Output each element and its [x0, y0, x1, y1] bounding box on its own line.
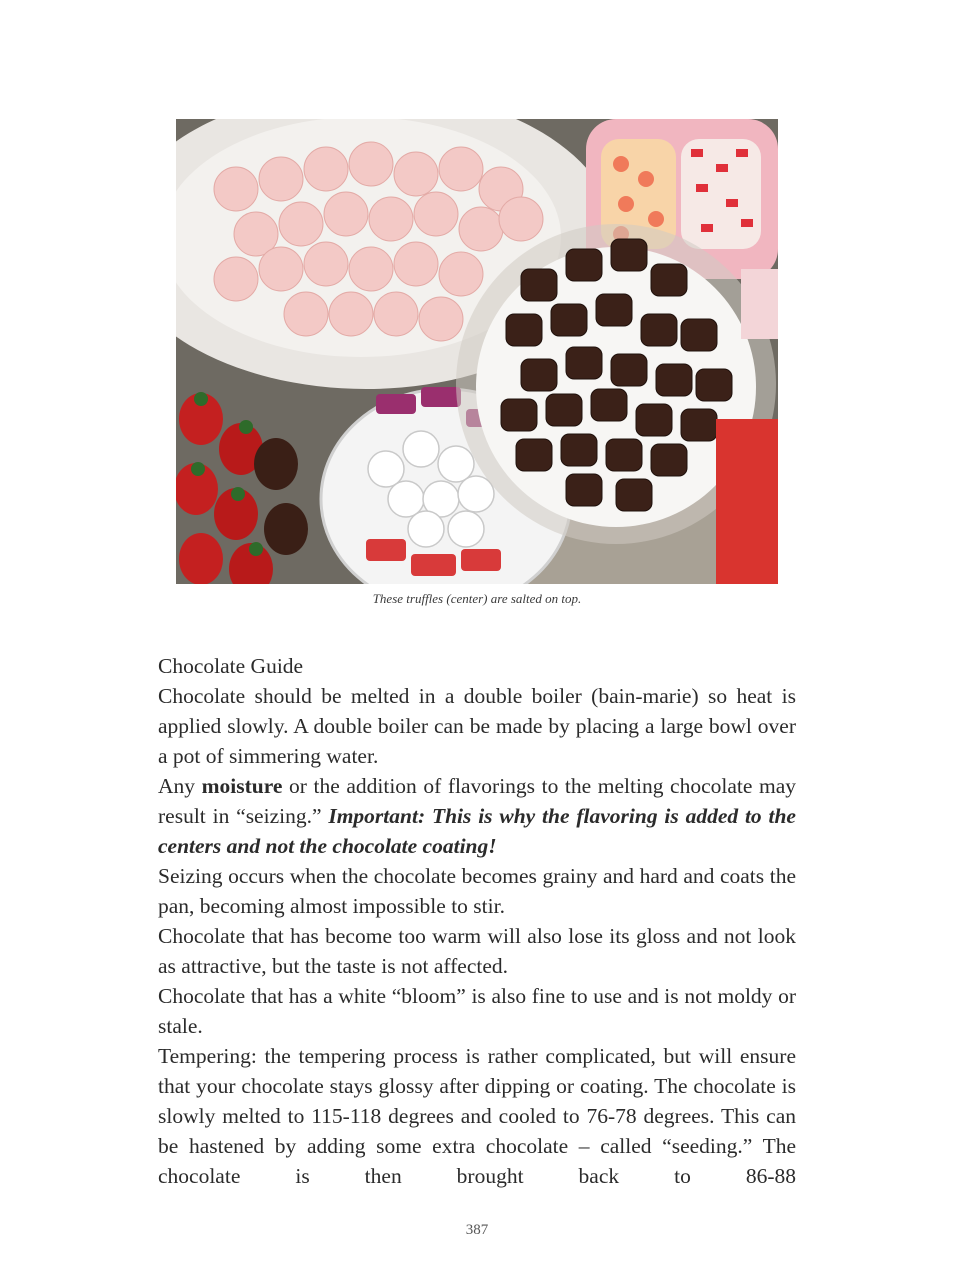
paragraph-double-boiler: Chocolate should be melted in a double boiler (bain-marie) so heat is applied slowly. A double boiler can be made by placing a large bowl over a pot of simmering water.: [158, 684, 796, 768]
paragraph-bloom: Chocolate that has a white “bloom” is also fine to use and is not moldy or stale.: [158, 984, 796, 1038]
paragraph-seizing-definition: Seizing occurs when the chocolate becomes grainy and hard and coats the pan, becoming almost impossible to stir.: [158, 864, 796, 918]
p2-start: Any: [158, 774, 202, 798]
page-number: 387: [465, 1222, 489, 1238]
p2-mid: or the addition of flavorings to the melting chocolate may result in “seizing.”: [158, 774, 796, 828]
important-note: Important: This is why the flavoring is added to the centers and not the chocolate coating!: [158, 804, 796, 858]
photo-caption: These truffles (center) are salted on top.: [372, 591, 582, 606]
section-heading: Chocolate Guide: [158, 654, 304, 678]
paragraph-too-warm: Chocolate that has become too warm will also lose its gloss and not look as attractive, but the taste is not affected.: [158, 924, 796, 978]
paragraph-tempering: Tempering: the tempering process is rather complicated, but will ensure that your chocolate stays glossy after dipping or coating. The chocolate is slowly melted to 115-118 degrees and cooled to 76-78 degrees. This can be hastened by adding some extra chocolate – called “seeding.” The chocolate is then brought back to 86-88: [158, 1044, 796, 1188]
truffles-photo: [176, 119, 778, 584]
paragraph-seizing-warning: [158, 771, 796, 861]
chocolate-guide-section: [158, 651, 796, 1191]
moisture-bold: moisture: [201, 774, 283, 798]
